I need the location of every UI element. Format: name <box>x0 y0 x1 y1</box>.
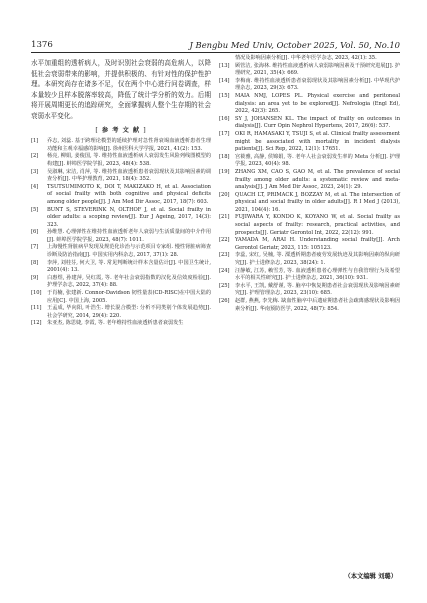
reference-number: [18] <box>219 153 230 160</box>
reference-number: [16] <box>219 115 230 122</box>
header-rule <box>31 52 400 53</box>
reference-item <box>219 283 400 298</box>
reference-item <box>219 268 400 283</box>
reference-text: 宫筱雅, 高静, 侯锦娟, 等. 老年人社会衰弱发生率的 Meta 分析[J]. 护理学报, 2023, 40(4): 98. <box>235 153 400 168</box>
reference-item <box>31 169 211 184</box>
reference-text: 李梅南. 维持性血液透析患者衰弱现状及其影响因素分析[J]. 中华现代护理杂志, 2023, 29(3): 673. <box>235 77 400 92</box>
reference-number: [9] <box>31 274 39 281</box>
reference-item <box>31 229 211 244</box>
reference-text: 李水平, 王凯, 戴舒谨, 等. 脑卒中恢复期患者社会衰弱现状及影响因素研究[J]. 护理管理杂志, 2023, 23(10): 685. <box>235 282 400 297</box>
reference-item <box>31 260 211 275</box>
reference-text: 杨亮, 柳娟, 姜俊国, 等. 维持性血液透析病人衰弱发生风险列线图模型的构建[J]. 蚌埠医学院学报, 2023, 48(4): 538. <box>47 153 211 167</box>
reference-item <box>219 154 400 169</box>
reference-text: OKI R, HAMASAKI Y, TSUJI S, et al. Clinical frailty assessment might be associated with mortality in incident dialysis patients[J]. Sci Rep, 2022, 12(1): 17651. <box>235 130 400 153</box>
reference-number: [19] <box>219 168 230 175</box>
reference-item <box>31 138 211 153</box>
reference-item <box>219 78 400 93</box>
reference-item <box>31 153 211 168</box>
reference-number: [1] <box>31 138 39 145</box>
editor-credit: （本文编辑 刘璐） <box>344 573 397 580</box>
reference-number: [22] <box>219 237 230 244</box>
reference-number: [7] <box>31 244 39 251</box>
references-title: 参 考 文 献 <box>101 126 141 134</box>
reference-text: 上海慢性肾脏病早发现及规范化诊治与示范项目专家组. 慢性肾脏病筛查诊断及防治指南[J]. 中国实用内科杂志, 2017, 37(1): 28. <box>47 244 211 259</box>
reference-number: [13] <box>219 62 230 69</box>
reference-text: BUNT S, STEVERINK N, OLTHOF J, et al. Social frailty in older adults: a scoping review[J]. Eur J Ageing, 2017, 14(3): 323. <box>47 206 211 228</box>
reference-number: [14] <box>219 77 230 84</box>
reference-text: MAIA NMJ, LOPES PL. Physical exercise and peritoneal dialysis: an area yet to be explored[J]. Nefrologia (Engl Ed), 2022, 42(3): 265. <box>235 92 400 115</box>
reference-text: 孙维慧. 心理弹性在维持性血液透析老年人衰弱与生活质量间的中介作用[J]. 蚌埠医学院学报, 2023, 48(7): 1011. <box>47 229 211 243</box>
reference-item <box>31 184 211 207</box>
reference-text: 李萍, 刘桂芬, 何大卫, 等. 常见判断统计样本含量估计[J]. 中国卫生统计, 2001(4): 13. <box>47 259 211 274</box>
reference-number: [10] <box>31 290 42 297</box>
reference-number: [4] <box>31 183 39 190</box>
reference-item <box>31 290 211 305</box>
reference-number: [23] <box>219 252 230 259</box>
left-column <box>31 55 211 328</box>
reference-text: 顾管洁, 张海林. 维持性血液透析病人衰弱影响因素及干预研究进展[J]. 护理研究, 2021, 35(4): 669. <box>235 62 400 77</box>
reference-text: 赵群, 燕燕, 李先梅. 缺血性脑卒中后遗症期患者社会疏离感现状及影响因素分析[J]. 华南预防医学, 2022, 48(7): 854. <box>235 298 400 312</box>
page-number: 1376 <box>31 40 53 50</box>
reference-item <box>31 320 211 328</box>
reference-continuation: 情况及影响因素分析[J]. 中华老年医学杂志, 2023, 42(1): 35. <box>235 55 377 61</box>
reference-item <box>219 63 400 78</box>
reference-item <box>31 275 211 290</box>
reference-text: 汪静敏, 江苏, 赖雪芳, 等. 血液透析患者心理弹性与自我管理行为及希望水平的相关性研究[J]. 护士进修杂志, 2021, 36(10): 931. <box>235 267 400 282</box>
reference-item <box>219 298 400 313</box>
reference-item <box>219 252 400 267</box>
right-column <box>219 55 400 313</box>
reference-text: FUJIWARA Y, KONDO K, KOYANO W, et al. Social frailty as social aspects of frailty: research, practical activities, and prospects[J]. Geriatr Gerontol Int, 2022, 22(12): 991. <box>235 214 400 236</box>
reference-number: [21] <box>219 214 230 221</box>
body-paragraph: 水平加重组的透析病人，及时识别社会衰弱的高危病人，以降低社会衰弱带来的影响，并提供积极的、有针对性的保护性护理。本研究尚存在诸多不足，仅在两个中心进行问卷调查，样本量较少且样本脱落率较高，降低了统计学分析的效力。后期将开展周期更长的追踪研究，全面掌握病人整个生存期的社会衰弱水平变化。 <box>31 59 211 120</box>
reference-number: [15] <box>219 92 230 99</box>
reference-number: [20] <box>219 191 230 198</box>
reference-item <box>31 305 211 320</box>
reference-text: QUACH LT, PRIMACK J, BOZZAY M, et al. The intersection of physical and social frailty in older adults[J]. R I Med J (2013), 2021, 104(4): 16. <box>235 191 400 213</box>
reference-number: [12] <box>31 320 42 327</box>
reference-item <box>31 207 211 230</box>
reference-number: [24] <box>219 267 230 274</box>
reference-text: 吴淑琳, 宋洁, 肖萍, 等. 维持性血液透析患者衰弱现状及其影响因素的调查分析[J]. 中华护理教育, 2021, 18(4): 352. <box>47 168 211 183</box>
reference-text: YAMADA M, ARAI H. Understanding social frailty[J]. Arch Gerontol Geriatr, 2023, 115: 105123. <box>235 237 400 251</box>
reference-number: [17] <box>219 130 230 137</box>
reference-item <box>219 116 400 131</box>
references-heading: [ 参 考 文 献 ] <box>95 126 147 134</box>
reference-item <box>219 169 400 192</box>
reference-text: SY J, JOHANSEN KL. The impact of frailty on outcomes in dialysis[J]. Curr Opin Nephrol Hypertens, 2017, 26(6): 537. <box>235 115 400 130</box>
reference-item <box>219 192 400 215</box>
reference-number: [26] <box>219 298 230 304</box>
reference-item <box>219 214 400 237</box>
reference-item <box>219 93 400 116</box>
reference-item <box>219 131 400 154</box>
journal-running-header: J Bengbu Med Univ, October 2025, Vol. 50, No.10 <box>189 40 400 50</box>
reference-number: [6] <box>31 229 39 236</box>
reference-number: [3] <box>31 168 39 175</box>
reference-number: [25] <box>219 282 230 289</box>
reference-number: [11] <box>31 305 42 312</box>
reference-text: 王孟成, 毕向阳, 叶浩生. 增长混合模型: 分析不同类别个体发展趋势[J]. 社会学研究, 2014, 29(4): 220. <box>47 305 211 319</box>
reference-item <box>31 244 211 259</box>
references-list-left <box>31 138 211 328</box>
reference-number: [2] <box>31 153 39 160</box>
references-list-right <box>219 63 400 314</box>
reference-text: ZHANG XM, CAO S, GAO M, et al. The prevalence of social frailty among older adults: a systematic review and meta-analysis[J]. J Am Med Dir Assoc, 2023, 24(1): 29. <box>235 168 400 191</box>
reference-number: [8] <box>31 259 39 266</box>
reference-text: 白惠煜, 孙建萍, 吴红霞, 等. 老年社会衰弱指数的汉化及信效度检验[J]. 护理学杂志, 2022, 37(4): 88. <box>47 274 211 289</box>
reference-text: 乔志, 刘蕊. 基于跨理论模型的延续护理对急性肾衰竭血液透析患者生理功能和主观幸福感的影响[J]. 徐州医科大学学报, 2021, 41(2): 153. <box>47 138 211 152</box>
reference-text: 朱亚杰, 陈思婕, 李霞, 等. 老年维持性血液透析患者衰弱发生 <box>47 320 184 327</box>
reference-text: TSUTSUMIMOTO K, DOI T, MAKIZAKO H, et al. Association of social frailty with both cognitive and physical deficits among older people[J]. J Am Med Dir Assoc, 2017, 18(7): 603. <box>47 183 211 205</box>
reference-text: 于肖楠, 张建新. Connor-Davidson 韧性量表(CD-RISC)在中国大陆的应用[C]. 中国上海, 2005. <box>47 290 211 304</box>
reference-number: [5] <box>31 206 39 213</box>
reference-text: 李蕊, 宋红, 吴楠, 等. 溧透析期患者疲劳发展轨迹及其影响因素的纵向研究[J]. 护士进修杂志, 2023, 38(24): 1. <box>235 252 400 267</box>
reference-item <box>219 237 400 252</box>
